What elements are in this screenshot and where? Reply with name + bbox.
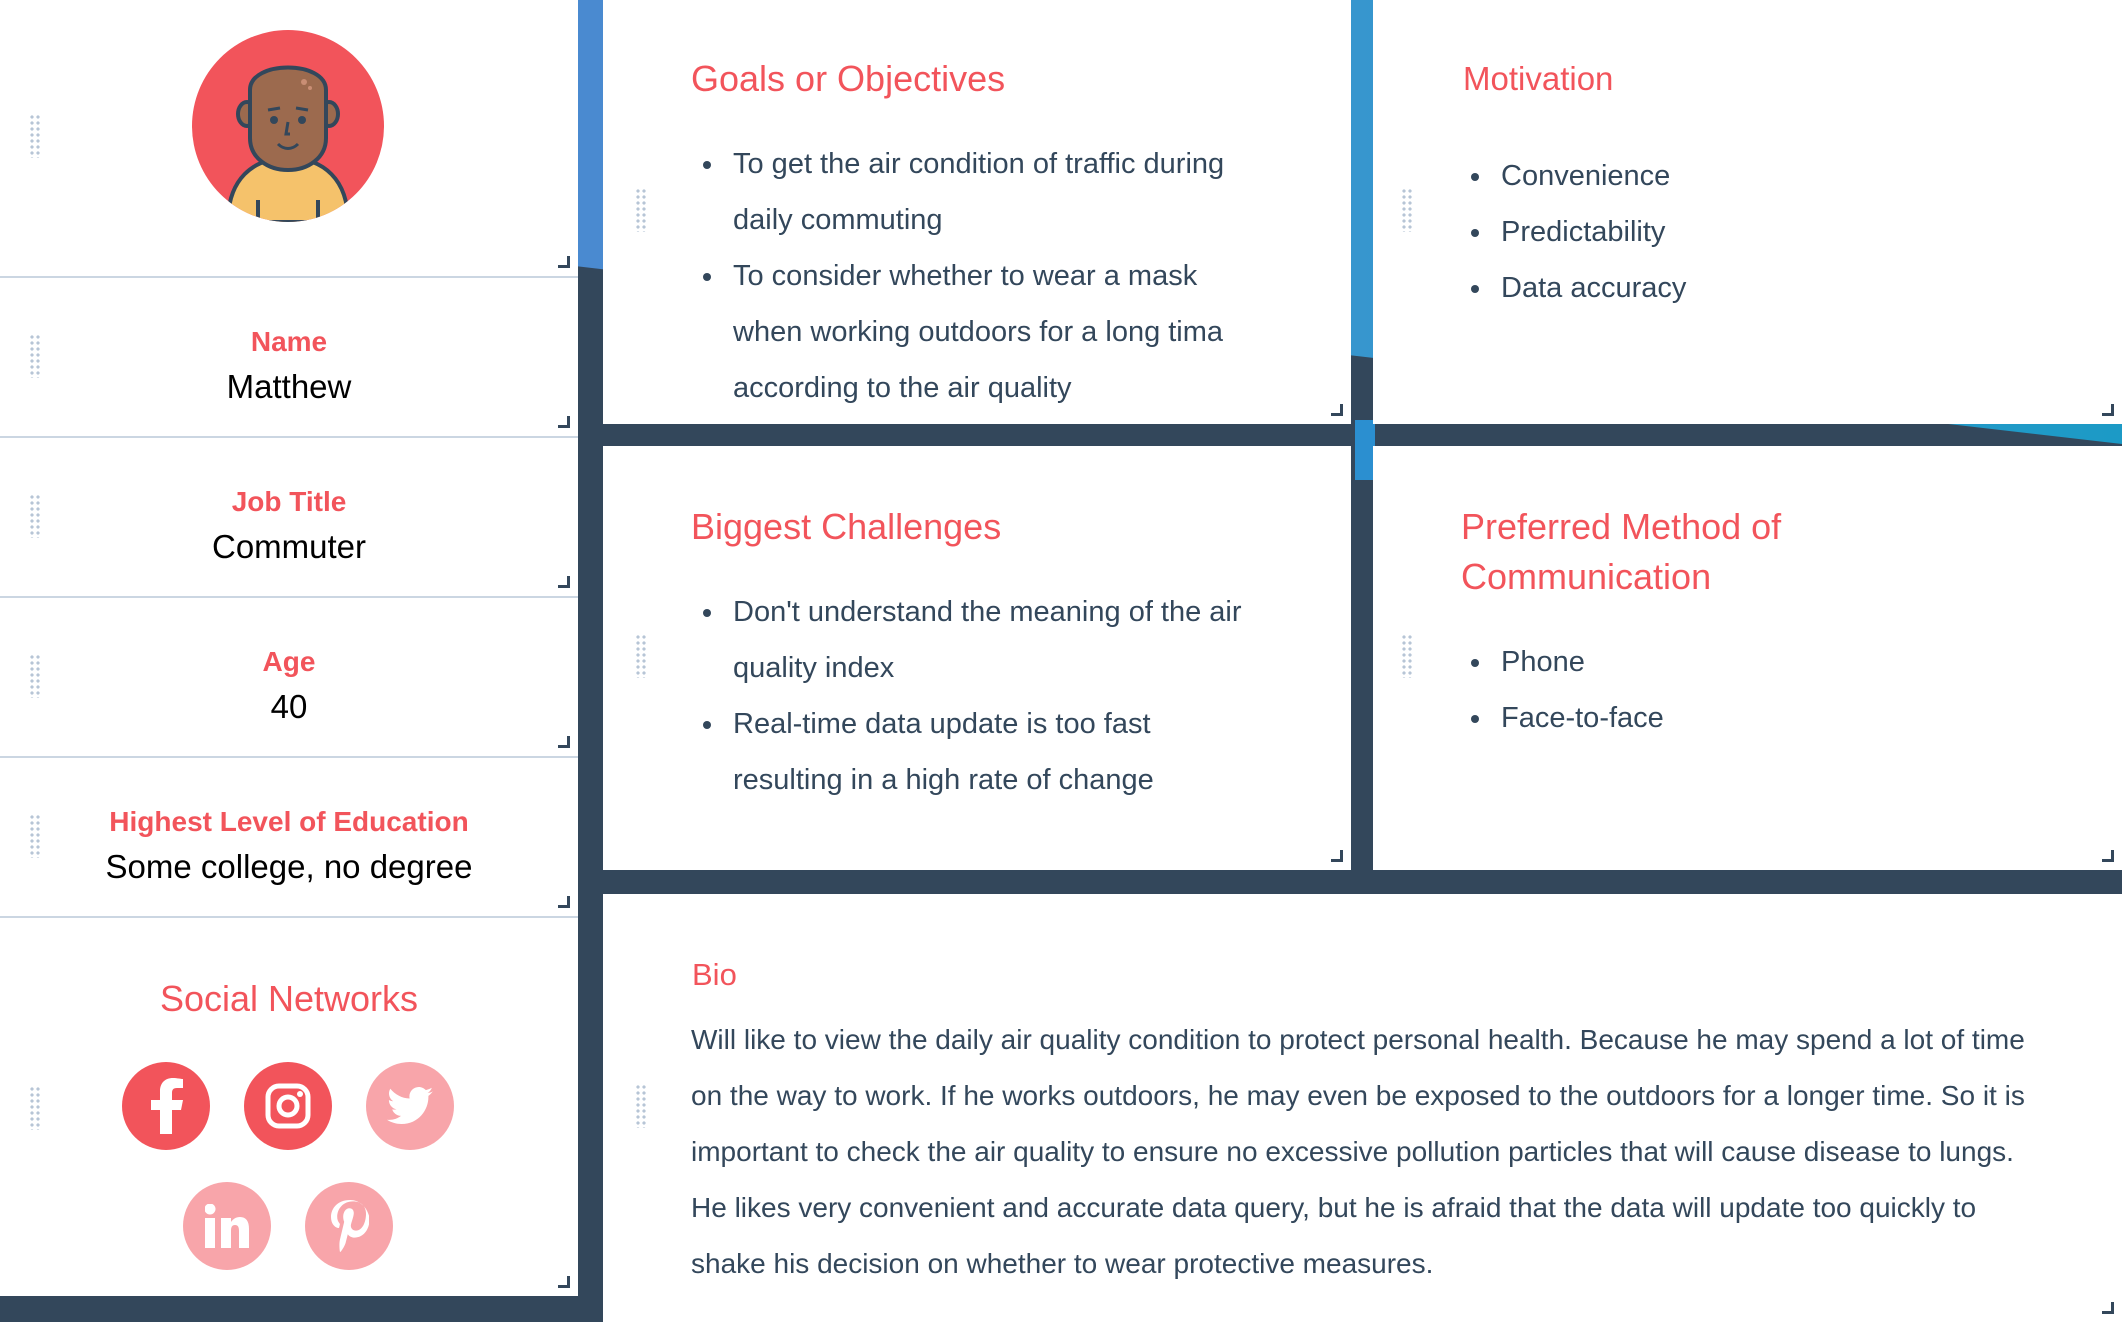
- resize-handle-icon[interactable]: [558, 256, 570, 268]
- drag-handle-icon[interactable]: [1401, 634, 1413, 678]
- resize-handle-icon[interactable]: [558, 416, 570, 428]
- goals-card[interactable]: [603, 0, 1351, 424]
- challenges-title: Biggest Challenges: [691, 506, 1002, 547]
- social-networks-title: Social Networks: [159, 978, 419, 1019]
- resize-handle-icon[interactable]: [558, 1276, 570, 1288]
- age-value: 40: [270, 688, 308, 725]
- drag-handle-icon[interactable]: [635, 188, 647, 232]
- resize-handle-icon[interactable]: [2102, 1302, 2114, 1314]
- bio-title: Bio: [692, 957, 737, 992]
- resize-handle-icon[interactable]: [558, 736, 570, 748]
- avatar-card[interactable]: [0, 0, 578, 278]
- communication-title: [1461, 502, 1781, 602]
- twitter-icon[interactable]: [366, 1062, 454, 1150]
- goals-title: Goals or Objectives: [691, 58, 1006, 99]
- age-card[interactable]: [0, 598, 578, 758]
- motivation-list: [1459, 148, 2059, 316]
- resize-handle-icon[interactable]: [558, 896, 570, 908]
- instagram-icon[interactable]: [244, 1062, 332, 1150]
- education-value: Some college, no degree: [105, 848, 473, 885]
- profile-column: [0, 0, 578, 1296]
- bio-text: Will like to view the daily air quality condition to protect personal health. Because he may spend a lot of time on the way to work. If he works outdoors, he may even be exposed to the outdoors for a longer time. So it is important to check the air quality to ensure no excessive pollution particles that will cause disease to lungs. He likes very convenient and accurate data query, but he is afraid that the data will update too quickly to shake his decision on whether to wear protective measures.: [691, 1024, 2025, 1279]
- name-value: Matthew: [226, 368, 352, 405]
- list-item: Face-to-face: [1459, 690, 2059, 746]
- drag-handle-icon[interactable]: [29, 1086, 41, 1130]
- pinterest-icon[interactable]: [305, 1182, 393, 1270]
- list-item: Don't understand the meaning of the air quality index: [691, 584, 1251, 696]
- communication-list: [1459, 634, 2059, 746]
- resize-handle-icon[interactable]: [2102, 404, 2114, 416]
- name-card[interactable]: [0, 278, 578, 438]
- drag-handle-icon[interactable]: [635, 1084, 647, 1128]
- list-item: Predictability: [1459, 204, 2059, 260]
- education-label: Highest Level of Education: [109, 806, 469, 837]
- challenges-card[interactable]: [603, 446, 1351, 870]
- list-item: Phone: [1459, 634, 2059, 690]
- job-title-value: Commuter: [211, 528, 367, 565]
- resize-handle-icon[interactable]: [2102, 850, 2114, 862]
- drag-handle-icon[interactable]: [635, 634, 647, 678]
- drag-handle-icon[interactable]: [1401, 188, 1413, 232]
- background-gradient-accent: [1355, 420, 1375, 480]
- job-title-card[interactable]: [0, 438, 578, 598]
- age-label: Age: [262, 646, 316, 677]
- communication-title-line2: Communication: [1461, 556, 1712, 597]
- social-networks-card[interactable]: [0, 918, 578, 1296]
- drag-handle-icon[interactable]: [29, 114, 41, 158]
- linkedin-icon[interactable]: [183, 1182, 271, 1270]
- list-item: Convenience: [1459, 148, 2059, 204]
- avatar: [192, 30, 384, 222]
- list-item: Data accuracy: [1459, 260, 2059, 316]
- bio-card[interactable]: [603, 894, 2122, 1322]
- list-item: To get the air condition of traffic during daily commuting: [691, 136, 1251, 248]
- resize-handle-icon[interactable]: [558, 576, 570, 588]
- facebook-icon[interactable]: [122, 1062, 210, 1150]
- list-item: To consider whether to wear a mask when working outdoors for a long tima according to the air quality: [691, 248, 1251, 416]
- communication-title-line1: Preferred Method of: [1461, 506, 1782, 547]
- resize-handle-icon[interactable]: [1331, 404, 1343, 416]
- communication-card[interactable]: [1373, 446, 2122, 870]
- education-card[interactable]: [0, 758, 578, 918]
- resize-handle-icon[interactable]: [1331, 850, 1343, 862]
- job-title-label: Job Title: [231, 486, 347, 517]
- motivation-title: Motivation: [1463, 60, 1614, 97]
- motivation-card[interactable]: [1373, 0, 2122, 424]
- list-item: Real-time data update is too fast resulting in a high rate of change: [691, 696, 1251, 808]
- challenges-list: [691, 584, 1251, 808]
- name-label: Name: [250, 326, 328, 357]
- goals-list: [691, 136, 1251, 416]
